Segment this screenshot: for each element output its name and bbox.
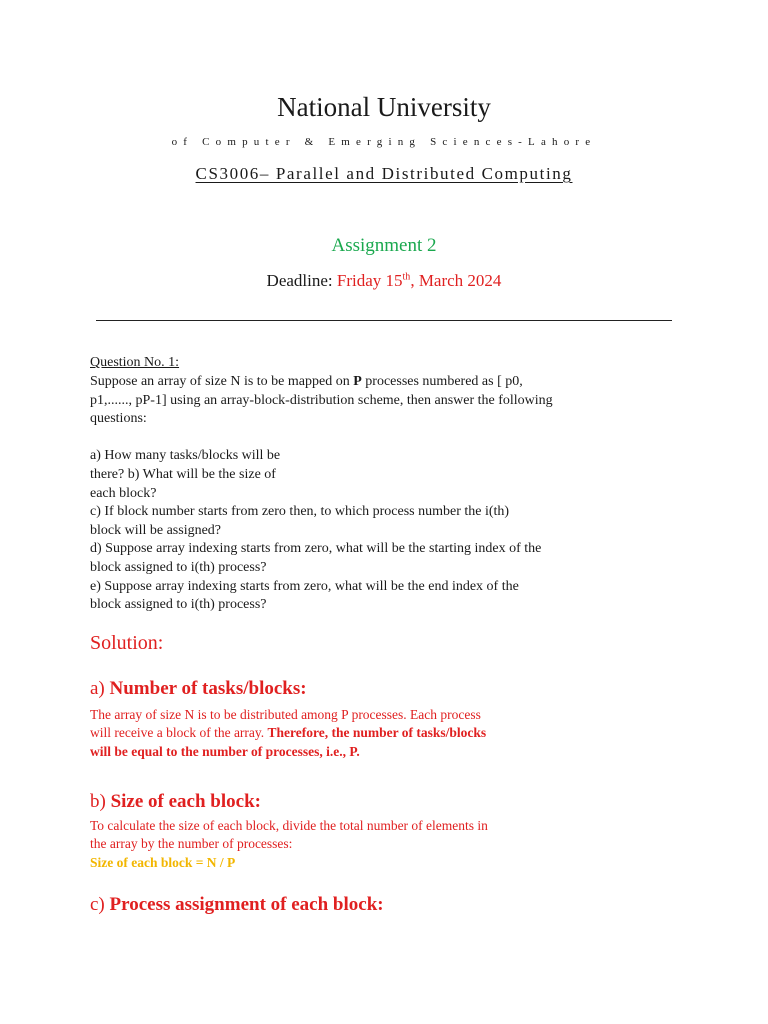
question-line: d) Suppose array indexing starts from zero, what will be the starting index of the (90, 541, 542, 557)
section-a-text: The array of size N is to be distributed among P processes. Each process will receive a block of the array. Therefore, the number of tasks/blocks will be equal to the number of processes, i.e., P. (90, 707, 487, 759)
course-title: CS3006– Parallel and Distributed Computing (195, 164, 573, 183)
question-title: Question No. 1: (90, 355, 180, 370)
deadline-line (0, 271, 768, 291)
question-line: c) If block number starts from zero then, to which process number the i(th) (90, 504, 510, 520)
section-b-text: To calculate the size of each block, divide the total number of elements in the array by the number of processes: Size of each block = N / P (90, 817, 590, 872)
question-line: each block? (90, 485, 157, 501)
section-c-heading: c) Process assignment of each block: (90, 894, 384, 915)
university-subtitle: of Computer & Emerging Sciences-Lahore (171, 136, 597, 148)
question-line: there? b) What will be the size of (90, 466, 276, 482)
question-line: block assigned to i(th) process? (90, 559, 267, 575)
deadline-label: Deadline: (266, 271, 333, 290)
deadline-value: Friday 15th, March 2024 (336, 271, 502, 290)
question-line: p1,......, pP-1] using an array-block-distribution scheme, then answer the following (90, 392, 553, 408)
question-body (90, 373, 610, 615)
assignment-title: Assignment 2 (331, 235, 437, 256)
question-line: a) How many tasks/blocks will be (90, 448, 281, 464)
question-intro: Suppose an array of size N is to be mapped on P processes numbered as [ p0, (90, 374, 523, 389)
question-line: questions: (90, 411, 147, 427)
question-line: block will be assigned? (90, 522, 222, 538)
section-a-heading: a) Number of tasks/blocks: (90, 678, 307, 699)
block-size-formula: Size of each block = N / P (90, 854, 236, 870)
section-b-heading: b) Size of each block: (90, 791, 261, 812)
university-title: National University (277, 92, 491, 122)
question-line: e) Suppose array indexing starts from zero, what will be the end index of the (90, 578, 519, 594)
solution-heading: Solution: (90, 632, 164, 654)
question-line: block assigned to i(th) process? (90, 597, 267, 613)
horizontal-rule (96, 306, 672, 321)
